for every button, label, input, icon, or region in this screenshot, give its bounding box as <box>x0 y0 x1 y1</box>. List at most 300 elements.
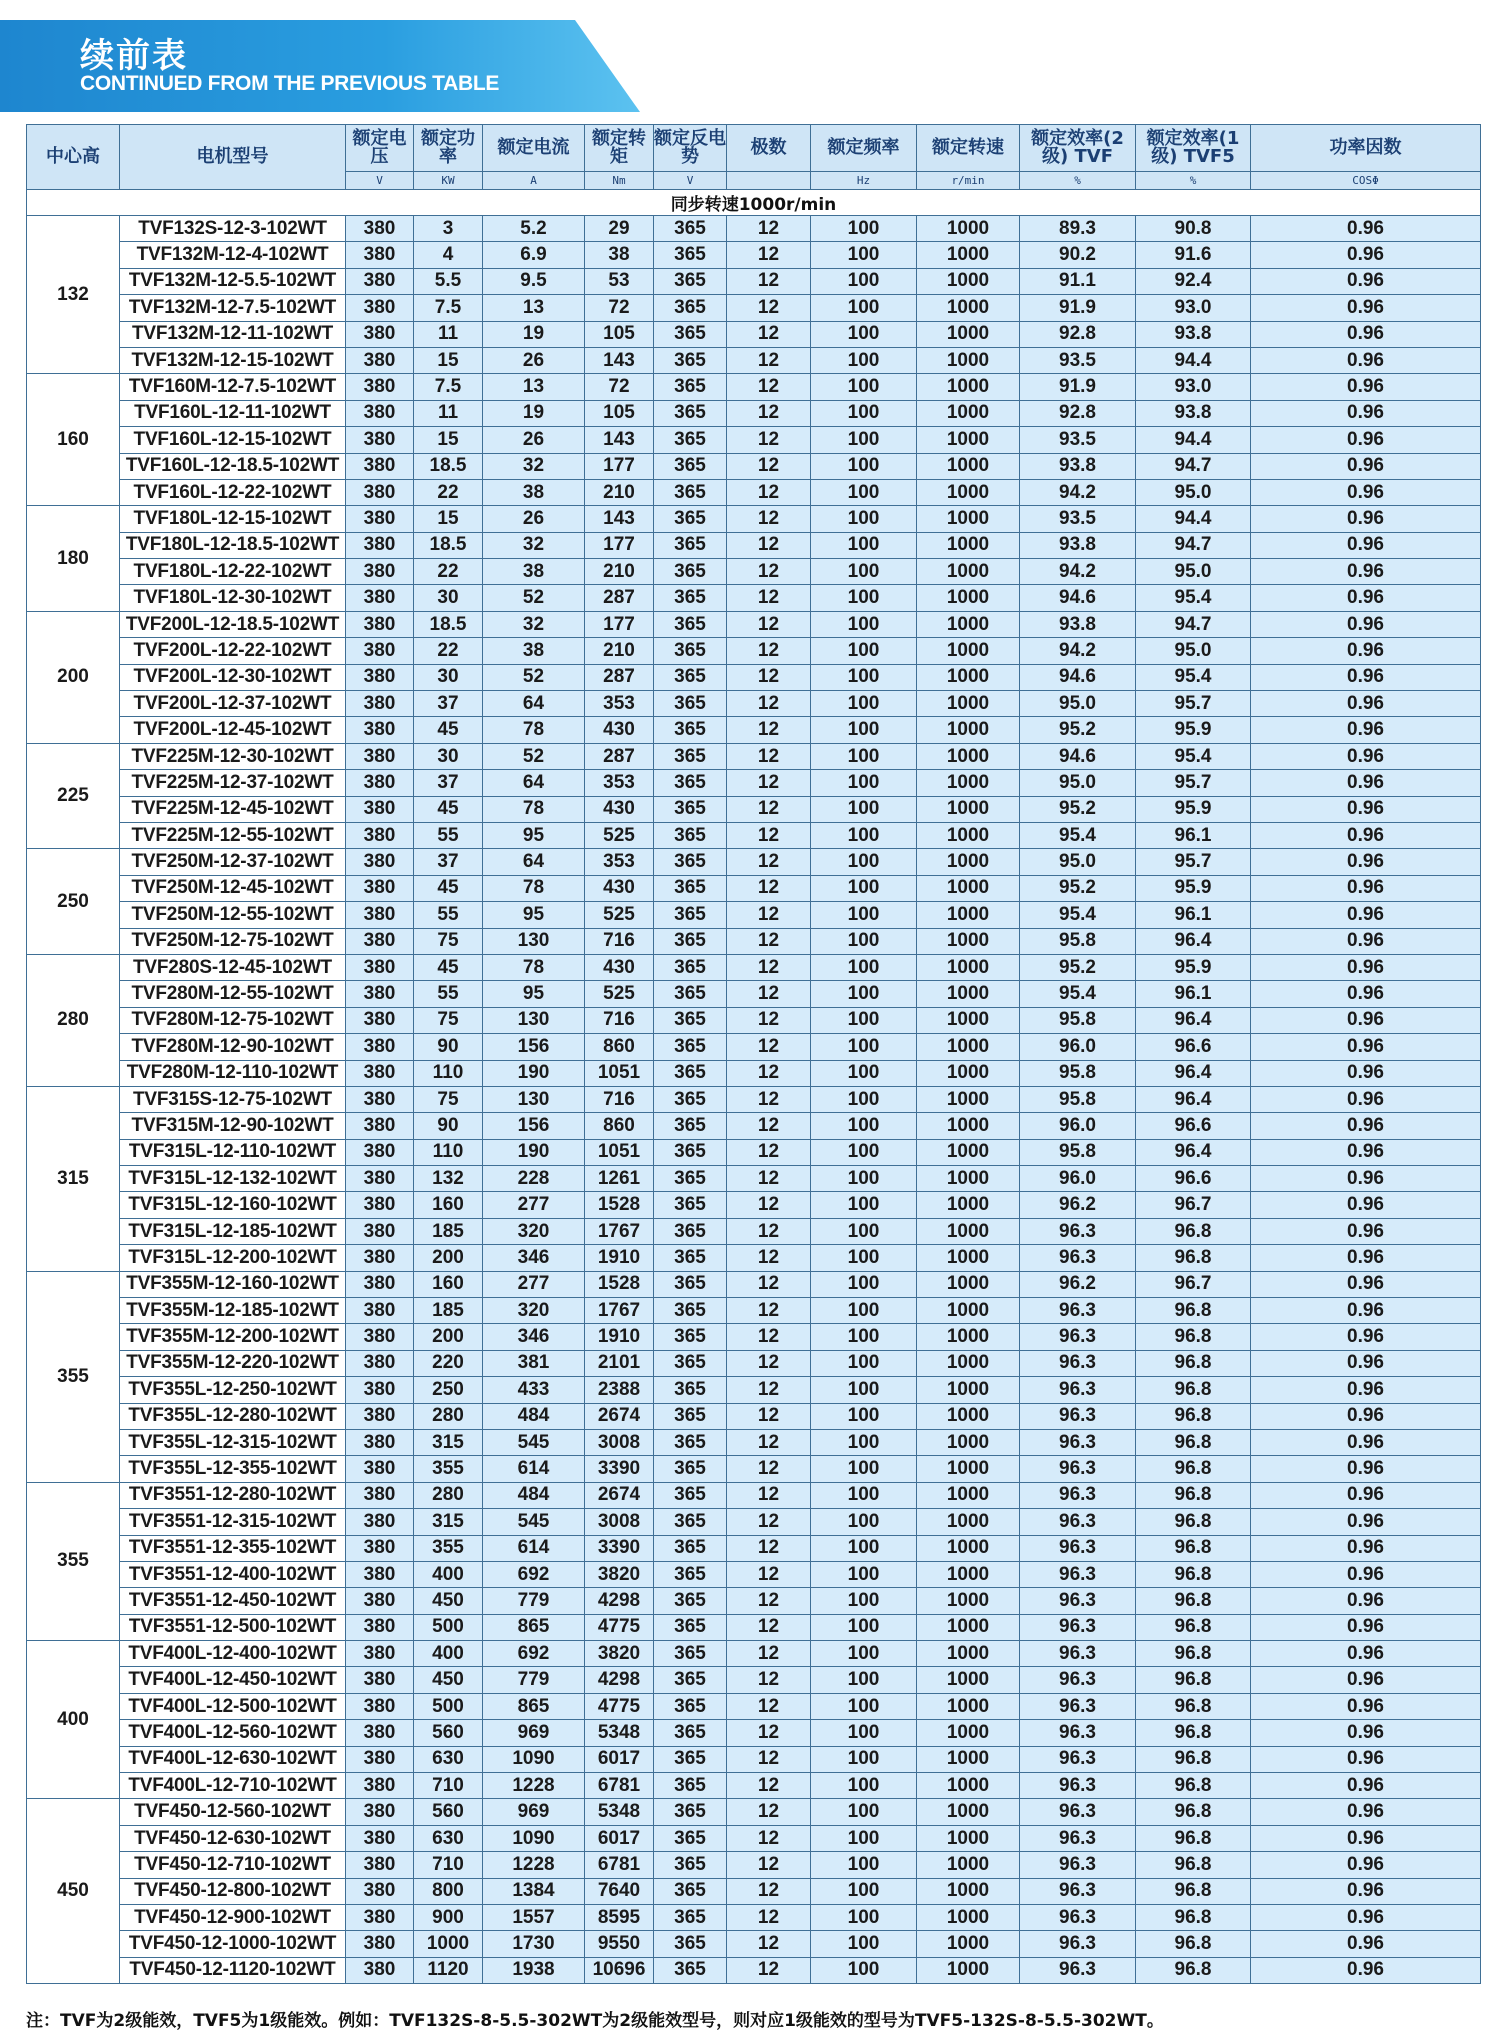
value-cell: 5348 <box>585 1720 654 1746</box>
value-cell: 0.96 <box>1251 1773 1481 1799</box>
column-header: 额定功率 <box>414 125 483 172</box>
value-cell: 1090 <box>483 1746 585 1772</box>
value-cell: 100 <box>811 532 917 558</box>
value-cell: 13 <box>483 295 585 321</box>
value-cell: 0.96 <box>1251 1561 1481 1587</box>
value-cell: 380 <box>346 1377 414 1403</box>
center-height-cell: 355 <box>27 1482 120 1640</box>
value-cell: 96.4 <box>1136 1007 1251 1033</box>
value-cell: 380 <box>346 1799 414 1825</box>
value-cell: 365 <box>654 638 727 664</box>
model-cell: TVF132M-12-11-102WT <box>120 321 346 347</box>
value-cell: 365 <box>654 1166 727 1192</box>
table-row <box>27 1931 1481 1957</box>
value-cell: 55 <box>414 981 483 1007</box>
value-cell: 630 <box>414 1746 483 1772</box>
value-cell: 1000 <box>917 822 1020 848</box>
model-cell: TVF160L-12-18.5-102WT <box>120 453 346 479</box>
value-cell: 91.1 <box>1020 268 1136 294</box>
model-cell: TVF400L-12-630-102WT <box>120 1746 346 1772</box>
table-row <box>27 1377 1481 1403</box>
value-cell: 100 <box>811 1720 917 1746</box>
value-cell: 95.8 <box>1020 1007 1136 1033</box>
model-cell: TVF450-12-560-102WT <box>120 1799 346 1825</box>
value-cell: 12 <box>727 1086 811 1112</box>
value-cell: 52 <box>483 743 585 769</box>
value-cell: 0.96 <box>1251 954 1481 980</box>
value-cell: 2674 <box>585 1403 654 1429</box>
value-cell: 12 <box>727 1429 811 1455</box>
table-row <box>27 1720 1481 1746</box>
value-cell: 380 <box>346 743 414 769</box>
value-cell: 0.96 <box>1251 1218 1481 1244</box>
value-cell: 4298 <box>585 1588 654 1614</box>
value-cell: 95.2 <box>1020 954 1136 980</box>
value-cell: 12 <box>727 242 811 268</box>
value-cell: 1000 <box>917 981 1020 1007</box>
value-cell: 96.3 <box>1020 1588 1136 1614</box>
value-cell: 560 <box>414 1720 483 1746</box>
value-cell: 3390 <box>585 1456 654 1482</box>
column-header: 额定电压 <box>346 125 414 172</box>
value-cell: 0.96 <box>1251 1166 1481 1192</box>
model-cell: TVF315L-12-110-102WT <box>120 1139 346 1165</box>
value-cell: 185 <box>414 1298 483 1324</box>
page-subtitle: CONTINUED FROM THE PREVIOUS TABLE <box>80 72 500 95</box>
table-row <box>27 1561 1481 1587</box>
value-cell: 380 <box>346 242 414 268</box>
value-cell: 365 <box>654 981 727 1007</box>
table-row <box>27 1086 1481 1112</box>
model-cell: TVF280M-12-110-102WT <box>120 1060 346 1086</box>
table-row <box>27 743 1481 769</box>
column-header: 电机型号 <box>120 125 346 190</box>
value-cell: 96.8 <box>1136 1746 1251 1772</box>
value-cell: 365 <box>654 1641 727 1667</box>
value-cell: 12 <box>727 849 811 875</box>
value-cell: 380 <box>346 1561 414 1587</box>
table-row <box>27 559 1481 585</box>
value-cell: 4298 <box>585 1667 654 1693</box>
value-cell: 64 <box>483 849 585 875</box>
table-row <box>27 770 1481 796</box>
column-header: 额定反电势 <box>654 125 727 172</box>
value-cell: 12 <box>727 770 811 796</box>
value-cell: 450 <box>414 1588 483 1614</box>
value-cell: 380 <box>346 1535 414 1561</box>
value-cell: 95.4 <box>1136 664 1251 690</box>
value-cell: 433 <box>483 1377 585 1403</box>
value-cell: 96.0 <box>1020 1166 1136 1192</box>
value-cell: 95 <box>483 902 585 928</box>
value-cell: 100 <box>811 1218 917 1244</box>
value-cell: 3008 <box>585 1509 654 1535</box>
value-cell: 100 <box>811 1482 917 1508</box>
value-cell: 346 <box>483 1324 585 1350</box>
value-cell: 380 <box>346 1746 414 1772</box>
value-cell: 100 <box>811 400 917 426</box>
value-cell: 430 <box>585 796 654 822</box>
value-cell: 12 <box>727 1614 811 1640</box>
value-cell: 365 <box>654 1060 727 1086</box>
value-cell: 365 <box>654 1218 727 1244</box>
value-cell: 100 <box>811 770 917 796</box>
value-cell: 100 <box>811 1746 917 1772</box>
value-cell: 0.96 <box>1251 1403 1481 1429</box>
value-cell: 12 <box>727 1588 811 1614</box>
value-cell: 96.3 <box>1020 1429 1136 1455</box>
value-cell: 1228 <box>483 1773 585 1799</box>
value-cell: 380 <box>346 1060 414 1086</box>
table-row <box>27 1007 1481 1033</box>
value-cell: 365 <box>654 506 727 532</box>
value-cell: 96.6 <box>1136 1113 1251 1139</box>
value-cell: 12 <box>727 902 811 928</box>
value-cell: 0.96 <box>1251 1588 1481 1614</box>
table-row <box>27 822 1481 848</box>
value-cell: 0.96 <box>1251 664 1481 690</box>
value-cell: 1000 <box>917 664 1020 690</box>
value-cell: 110 <box>414 1139 483 1165</box>
value-cell: 380 <box>346 1245 414 1271</box>
value-cell: 90 <box>414 1034 483 1060</box>
value-cell: 37 <box>414 770 483 796</box>
value-cell: 779 <box>483 1667 585 1693</box>
model-cell: TVF160L-12-15-102WT <box>120 427 346 453</box>
table-row <box>27 1245 1481 1271</box>
value-cell: 6781 <box>585 1852 654 1878</box>
value-cell: 19 <box>483 321 585 347</box>
center-height-cell: 132 <box>27 216 120 374</box>
value-cell: 100 <box>811 902 917 928</box>
value-cell: 53 <box>585 268 654 294</box>
value-cell: 1000 <box>917 691 1020 717</box>
value-cell: 380 <box>346 1482 414 1508</box>
value-cell: 380 <box>346 400 414 426</box>
value-cell: 900 <box>414 1905 483 1931</box>
value-cell: 1910 <box>585 1324 654 1350</box>
value-cell: 72 <box>585 295 654 321</box>
value-cell: 12 <box>727 1957 811 1983</box>
value-cell: 26 <box>483 347 585 373</box>
value-cell: 380 <box>346 875 414 901</box>
sync-speed-section <box>27 190 1481 216</box>
value-cell: 94.6 <box>1020 585 1136 611</box>
value-cell: 346 <box>483 1245 585 1271</box>
value-cell: 96.4 <box>1136 928 1251 954</box>
value-cell: 94.2 <box>1020 559 1136 585</box>
value-cell: 91.9 <box>1020 295 1136 321</box>
value-cell: 96.8 <box>1136 1535 1251 1561</box>
value-cell: 1090 <box>483 1825 585 1851</box>
value-cell: 0.96 <box>1251 796 1481 822</box>
value-cell: 380 <box>346 1271 414 1297</box>
value-cell: 93.8 <box>1136 321 1251 347</box>
model-cell: TVF355M-12-185-102WT <box>120 1298 346 1324</box>
table-row <box>27 585 1481 611</box>
value-cell: 94.7 <box>1136 532 1251 558</box>
value-cell: 96.8 <box>1136 1456 1251 1482</box>
value-cell: 55 <box>414 822 483 848</box>
value-cell: 6.9 <box>483 242 585 268</box>
value-cell: 30 <box>414 664 483 690</box>
value-cell: 12 <box>727 796 811 822</box>
value-cell: 1000 <box>917 796 1020 822</box>
value-cell: 96.3 <box>1020 1905 1136 1931</box>
value-cell: 365 <box>654 321 727 347</box>
value-cell: 95.2 <box>1020 875 1136 901</box>
value-cell: 710 <box>414 1852 483 1878</box>
value-cell: 190 <box>483 1139 585 1165</box>
value-cell: 365 <box>654 1561 727 1587</box>
value-cell: 380 <box>346 1825 414 1851</box>
value-cell: 96.8 <box>1136 1350 1251 1376</box>
value-cell: 484 <box>483 1403 585 1429</box>
value-cell: 12 <box>727 1456 811 1482</box>
value-cell: 380 <box>346 506 414 532</box>
value-cell: 185 <box>414 1218 483 1244</box>
value-cell: 12 <box>727 1245 811 1271</box>
value-cell: 779 <box>483 1588 585 1614</box>
table-row <box>27 1456 1481 1482</box>
value-cell: 614 <box>483 1456 585 1482</box>
value-cell: 0.96 <box>1251 1350 1481 1376</box>
value-cell: 190 <box>483 1060 585 1086</box>
value-cell: 1767 <box>585 1298 654 1324</box>
table-row <box>27 638 1481 664</box>
value-cell: 365 <box>654 268 727 294</box>
value-cell: 96.1 <box>1136 822 1251 848</box>
value-cell: 0.96 <box>1251 1799 1481 1825</box>
value-cell: 100 <box>811 479 917 505</box>
value-cell: 96.3 <box>1020 1799 1136 1825</box>
value-cell: 0.96 <box>1251 743 1481 769</box>
value-cell: 1000 <box>917 453 1020 479</box>
value-cell: 94.7 <box>1136 611 1251 637</box>
value-cell: 692 <box>483 1561 585 1587</box>
value-cell: 1228 <box>483 1852 585 1878</box>
model-cell: TVF315L-12-160-102WT <box>120 1192 346 1218</box>
value-cell: 0.96 <box>1251 1245 1481 1271</box>
value-cell: 100 <box>811 1298 917 1324</box>
column-header: 额定转矩 <box>585 125 654 172</box>
value-cell: 96.8 <box>1136 1588 1251 1614</box>
value-cell: 96.8 <box>1136 1693 1251 1719</box>
value-cell: 95.0 <box>1136 479 1251 505</box>
value-cell: 1000 <box>917 1825 1020 1851</box>
table-row <box>27 1614 1481 1640</box>
value-cell: 18.5 <box>414 532 483 558</box>
value-cell: 0.96 <box>1251 1271 1481 1297</box>
value-cell: 1000 <box>917 1271 1020 1297</box>
value-cell: 525 <box>585 902 654 928</box>
value-cell: 0.96 <box>1251 1086 1481 1112</box>
value-cell: 0.96 <box>1251 453 1481 479</box>
value-cell: 1528 <box>585 1271 654 1297</box>
model-cell: TVF400L-12-710-102WT <box>120 1773 346 1799</box>
value-cell: 365 <box>654 1878 727 1904</box>
value-cell: 1000 <box>917 1799 1020 1825</box>
value-cell: 380 <box>346 822 414 848</box>
value-cell: 22 <box>414 638 483 664</box>
value-cell: 380 <box>346 638 414 664</box>
value-cell: 95.4 <box>1136 585 1251 611</box>
value-cell: 380 <box>346 691 414 717</box>
value-cell: 380 <box>346 1298 414 1324</box>
column-unit: % <box>1020 172 1136 190</box>
value-cell: 0.96 <box>1251 691 1481 717</box>
value-cell: 1261 <box>585 1166 654 1192</box>
value-cell: 91.6 <box>1136 242 1251 268</box>
table-row <box>27 849 1481 875</box>
model-cell: TVF280M-12-75-102WT <box>120 1007 346 1033</box>
center-height-cell: 160 <box>27 374 120 506</box>
table-row <box>27 1403 1481 1429</box>
value-cell: 100 <box>811 1905 917 1931</box>
value-cell: 19 <box>483 400 585 426</box>
value-cell: 0.96 <box>1251 1192 1481 1218</box>
value-cell: 78 <box>483 875 585 901</box>
value-cell: 365 <box>654 743 727 769</box>
value-cell: 1000 <box>917 321 1020 347</box>
value-cell: 38 <box>483 638 585 664</box>
value-cell: 93.5 <box>1020 427 1136 453</box>
value-cell: 365 <box>654 1034 727 1060</box>
value-cell: 365 <box>654 479 727 505</box>
value-cell: 0.96 <box>1251 1509 1481 1535</box>
value-cell: 95.2 <box>1020 717 1136 743</box>
model-cell: TVF355L-12-355-102WT <box>120 1456 346 1482</box>
table-row <box>27 928 1481 954</box>
value-cell: 100 <box>811 1350 917 1376</box>
value-cell: 100 <box>811 268 917 294</box>
value-cell: 95.4 <box>1020 902 1136 928</box>
value-cell: 1000 <box>917 954 1020 980</box>
value-cell: 365 <box>654 691 727 717</box>
value-cell: 365 <box>654 585 727 611</box>
value-cell: 5.2 <box>483 216 585 242</box>
value-cell: 96.8 <box>1136 1905 1251 1931</box>
model-cell: TVF3551-12-315-102WT <box>120 1509 346 1535</box>
value-cell: 96.3 <box>1020 1350 1136 1376</box>
value-cell: 100 <box>811 822 917 848</box>
value-cell: 94.4 <box>1136 347 1251 373</box>
value-cell: 96.8 <box>1136 1957 1251 1983</box>
column-unit: r/min <box>917 172 1020 190</box>
value-cell: 160 <box>414 1192 483 1218</box>
value-cell: 177 <box>585 453 654 479</box>
value-cell: 132 <box>414 1166 483 1192</box>
center-height-cell: 200 <box>27 611 120 743</box>
value-cell: 1000 <box>917 1060 1020 1086</box>
value-cell: 380 <box>346 268 414 294</box>
value-cell: 365 <box>654 1667 727 1693</box>
value-cell: 380 <box>346 1034 414 1060</box>
model-cell: TVF225M-12-45-102WT <box>120 796 346 822</box>
value-cell: 1557 <box>483 1905 585 1931</box>
value-cell: 100 <box>811 585 917 611</box>
value-cell: 11 <box>414 321 483 347</box>
value-cell: 96.8 <box>1136 1561 1251 1587</box>
value-cell: 12 <box>727 1693 811 1719</box>
value-cell: 365 <box>654 1773 727 1799</box>
value-cell: 12 <box>727 664 811 690</box>
model-cell: TVF450-12-710-102WT <box>120 1852 346 1878</box>
value-cell: 0.96 <box>1251 242 1481 268</box>
value-cell: 860 <box>585 1113 654 1139</box>
value-cell: 95.9 <box>1136 954 1251 980</box>
value-cell: 0.96 <box>1251 1852 1481 1878</box>
value-cell: 380 <box>346 717 414 743</box>
value-cell: 1000 <box>917 1166 1020 1192</box>
value-cell: 1000 <box>917 1641 1020 1667</box>
value-cell: 1000 <box>917 479 1020 505</box>
model-cell: TVF355L-12-280-102WT <box>120 1403 346 1429</box>
value-cell: 0.96 <box>1251 347 1481 373</box>
value-cell: 1000 <box>917 1957 1020 1983</box>
column-header: 额定转速 <box>917 125 1020 172</box>
value-cell: 96.3 <box>1020 1720 1136 1746</box>
value-cell: 12 <box>727 216 811 242</box>
value-cell: 0.96 <box>1251 1482 1481 1508</box>
table-row <box>27 981 1481 1007</box>
table-row <box>27 1271 1481 1297</box>
value-cell: 95.9 <box>1136 717 1251 743</box>
value-cell: 90 <box>414 1113 483 1139</box>
value-cell: 365 <box>654 1825 727 1851</box>
value-cell: 280 <box>414 1403 483 1429</box>
value-cell: 96.3 <box>1020 1693 1136 1719</box>
value-cell: 100 <box>811 1403 917 1429</box>
value-cell: 287 <box>585 664 654 690</box>
value-cell: 315 <box>414 1429 483 1455</box>
value-cell: 380 <box>346 902 414 928</box>
value-cell: 15 <box>414 506 483 532</box>
value-cell: 380 <box>346 1403 414 1429</box>
value-cell: 100 <box>811 427 917 453</box>
value-cell: 0.96 <box>1251 1298 1481 1324</box>
value-cell: 130 <box>483 1086 585 1112</box>
value-cell: 800 <box>414 1878 483 1904</box>
model-cell: TVF400L-12-400-102WT <box>120 1641 346 1667</box>
value-cell: 12 <box>727 1034 811 1060</box>
value-cell: 100 <box>811 1878 917 1904</box>
value-cell: 380 <box>346 1324 414 1350</box>
column-unit: Nm <box>585 172 654 190</box>
value-cell: 96.6 <box>1136 1034 1251 1060</box>
value-cell: 365 <box>654 1931 727 1957</box>
value-cell: 210 <box>585 479 654 505</box>
value-cell: 365 <box>654 559 727 585</box>
value-cell: 0.96 <box>1251 216 1481 242</box>
value-cell: 100 <box>811 638 917 664</box>
value-cell: 100 <box>811 1429 917 1455</box>
value-cell: 1000 <box>917 1086 1020 1112</box>
value-cell: 96.7 <box>1136 1271 1251 1297</box>
value-cell: 12 <box>727 1482 811 1508</box>
value-cell: 0.96 <box>1251 532 1481 558</box>
value-cell: 11 <box>414 400 483 426</box>
value-cell: 380 <box>346 479 414 505</box>
value-cell: 93.8 <box>1020 532 1136 558</box>
value-cell: 45 <box>414 796 483 822</box>
value-cell: 95.4 <box>1020 822 1136 848</box>
value-cell: 64 <box>483 770 585 796</box>
value-cell: 200 <box>414 1324 483 1350</box>
value-cell: 380 <box>346 611 414 637</box>
value-cell: 1000 <box>917 743 1020 769</box>
value-cell: 95 <box>483 981 585 1007</box>
